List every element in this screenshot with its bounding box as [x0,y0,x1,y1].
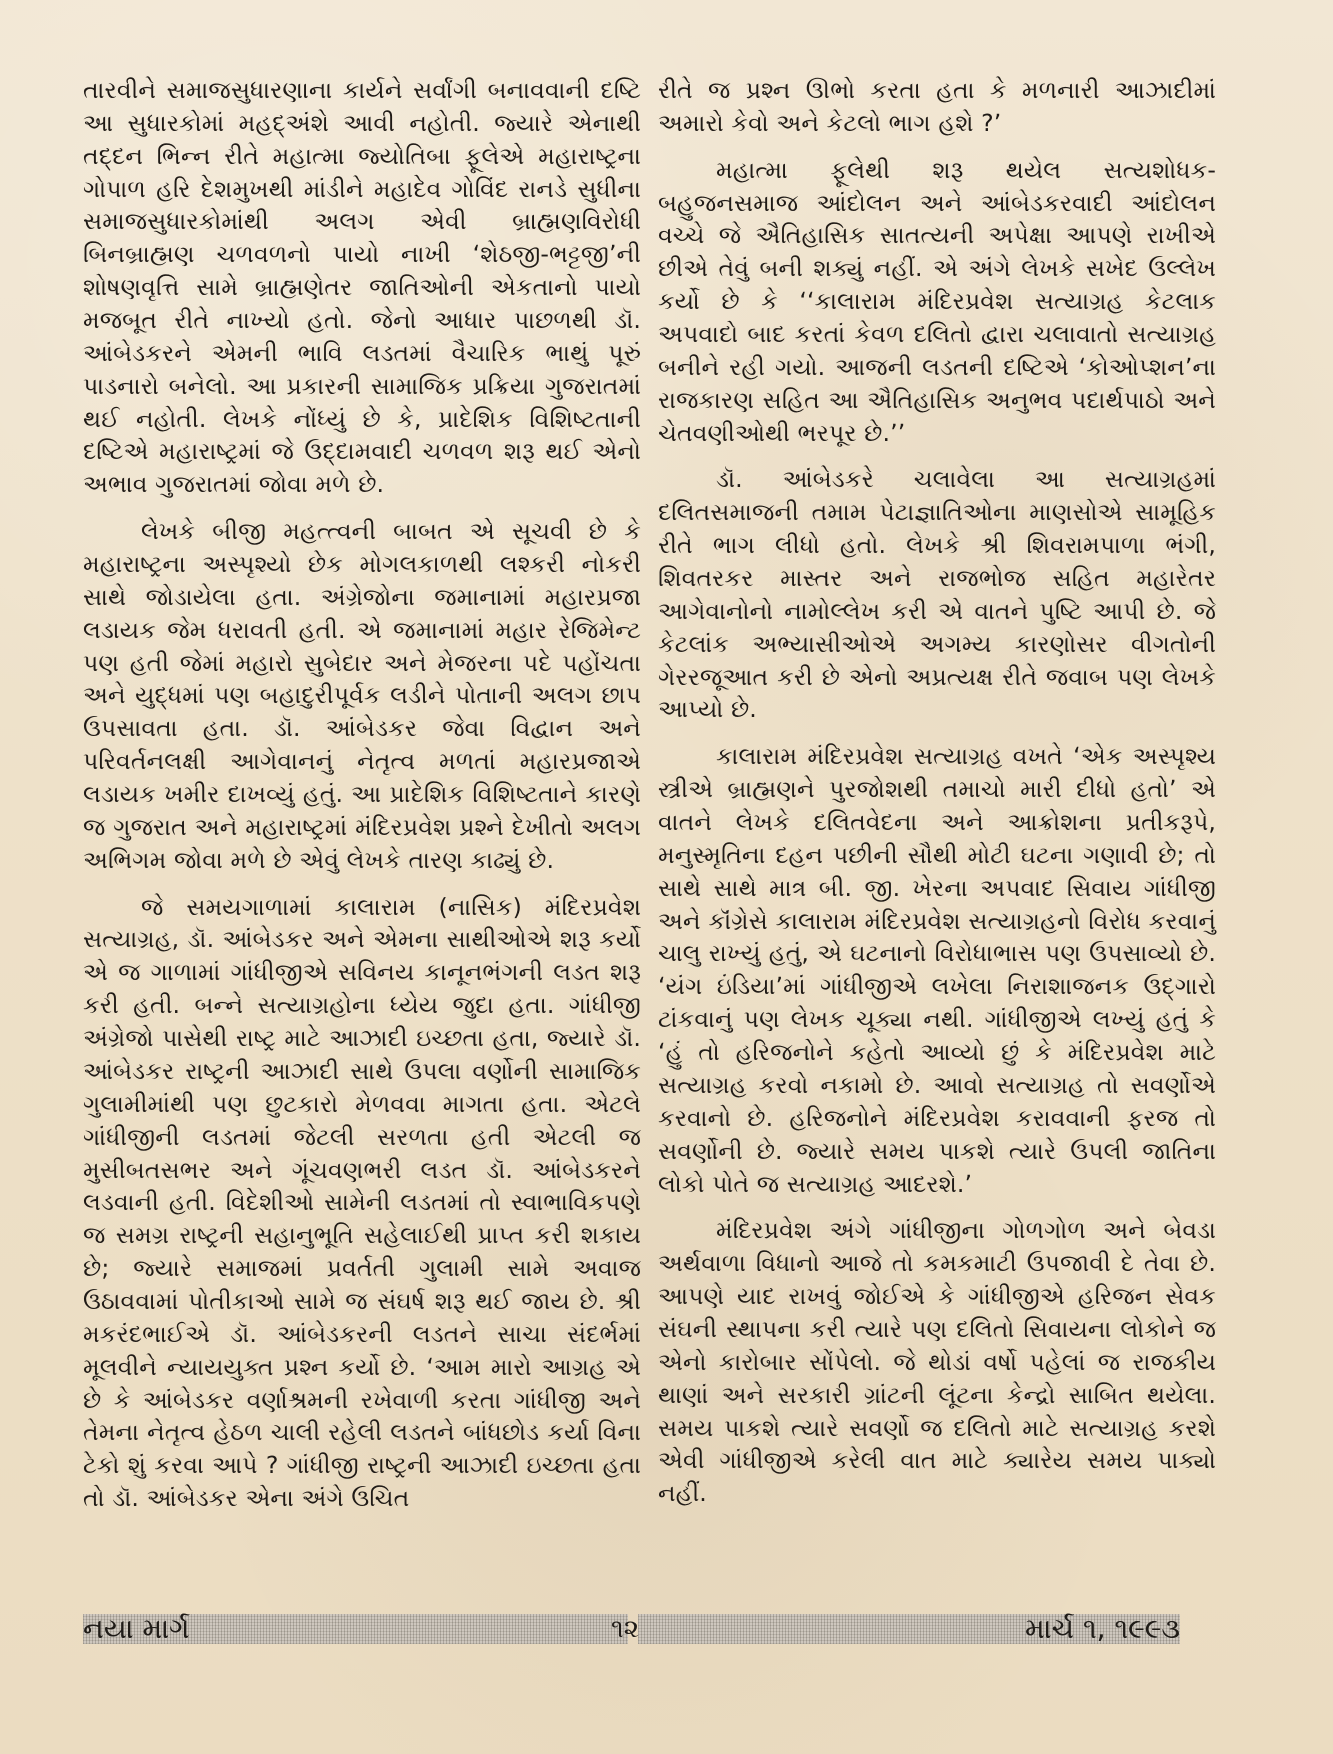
paragraph: તારવીને સમાજસુધારણાના કાર્યને સર્વાંગી બનાવવાની દષ્ટિ આ સુધારકોમાં મહદ્અંશે આવી નહોતી. જ્યારે એનાથી તદ્દન ભિન્ન રીતે મહાત્મા જ્યોતિબા ફૂલેએ મહારાષ્ટ્રના ગોપાળ હરિ દેશમુખથી માંડીને મહાદેવ ગોવિંદ રાનડે સુધીના સમાજસુધારકોમાંથી અલગ એવી બ્રાહ્મણવિરોધી બિનબ્રાહ્મણ ચળવળનો પાયો નાખી ‘શેઠજી-ભટ્ટજી’ની શોષણવૃત્તિ સામે બ્રાહ્મણેતર જાતિઓની એકતાનો પાયો મજબૂત રીતે નાખ્યો હતો. જેનો આધાર પાછળથી ડૉ. આંબેડકરને એમની ભાવિ લડતમાં વૈચારિક ભાથું પૂરું પાડનારો બનેલો. આ પ્રકારની સામાજિક પ્રક્રિયા ગુજરાતમાં થઈ નહોતી. લેખકે નોંધ્યું છે કે, પ્રાદેશિક વિશિષ્ટતાની દષ્ટિએ મહારાષ્ટ્રમાં જે ઉદ્દામવાદી ચળવળ શરૂ થઈ એનો અભાવ ગુજરાતમાં જોવા મળે છે. [83,76,641,499]
paragraph: રીતે જ પ્રશ્ન ઊભો કરતા હતા કે મળનારી આઝાદીમાં અમારો કેવો અને કેટલો ભાગ હશે ?’ [658,76,1216,137]
paragraph: જે સમયગાળામાં કાલારામ (નાસિક) મંદિરપ્રવેશ સત્યાગ્રહ, ડૉ. આંબેડકર અને એમના સાથીઓએ શરૂ કર્યો એ જ ગાળામાં ગાંધીજીએ સવિનય કાનૂનભંગની લડત શરૂ કરી હતી. બન્ને સત્યાગ્રહોના ધ્યેય જુદા હતા. ગાંધીજી અંગ્રેજો પાસેથી રાષ્ટ્ર માટે આઝાદી ઇચ્છતા હતા, જ્યારે ડૉ. આંબેડકર રાષ્ટ્રની આઝાદી સાથે ઉપલા વર્ણોની સામાજિક ગુલામીમાંથી પણ છુટકારો મેળવવા માગતા હતા. એટલે ગાંધીજીની લડતમાં જેટલી સરળતા હતી એટલી જ મુસીબતસભર અને ગૂંચવણભરી લડત ડૉ. આંબેડકરને લડવાની હતી. વિદેશીઓ સામેની લડતમાં તો સ્વાભાવિકપણે જ સમગ્ર રાષ્ટ્રની સહાનુભૂતિ સહેલાઈથી પ્રાપ્ત કરી શકાય છે; જ્યારે સમાજમાં પ્રવર્તતી ગુલામી સામે અવાજ ઉઠાવવામાં પોતીકાઓ સામે જ સંઘર્ષ શરૂ થઈ જાય છે. શ્રી મકરંદભાઈએ ડૉ. આંબેડકરની લડતને સાચા સંદર્ભમાં મૂલવીને ન્યાયયુક્ત પ્રશ્ન કર્યો છે. ‘આમ મારો આગ્રહ એ છે કે આંબેડકર વર્ણાશ્રમની રખેવાળી કરતા ગાંધીજી અને તેમના નેતૃત્વ હેઠળ ચાલી રહેલી લડતને બાંધછોડ કર્યા વિના ટેકો શું કરવા આપે ? ગાંધીજી રાષ્ટ્રની આઝાદી ઇચ્છતા હતા તો ડૉ. આંબેડકર એના અંગે ઉચિત [83,892,641,1513]
publication-name: નયા માર્ગ [83,1612,190,1645]
paragraph: મહાત્મા ફૂલેથી શરૂ થયેલ સત્યશોધક-બહુજનસમાજ આંદોલન અને આંબેડકરવાદી આંદોલન વચ્ચે જે ઐતિહાસિક સાતત્યની અપેક્ષા આપણે રાખીએ છીએ તેવું બની શક્યું નહીં. એ અંગે લેખકે સખેદ ઉલ્લેખ કર્યો છે કે ‘‘કાલારામ મંદિરપ્રવેશ સત્યાગ્રહ કેટલાક અપવાદો બાદ કરતાં કેવળ દલિતો દ્વારા ચલાવાતો સત્યાગ્રહ બનીને રહી ગયો. આજની લડતની દષ્ટિએ ‘કોઓપ્શન’ના રાજકારણ સહિત આ ઐતિહાસિક અનુભવ પદાર્થપાઠો અને ચેતવણીઓથી ભરપૂર છે.’’ [658,155,1216,447]
page-number: ૧૨ [611,1614,640,1644]
issue-date: માર્ચ ૧, ૧૯૯૩ [1025,1612,1180,1645]
paragraph: કાલારામ મંદિરપ્રવેશ સત્યાગ્રહ વખતે ‘એક અસ્પૃશ્ય સ્ત્રીએ બ્રાહ્મણને પુરજોશથી તમાચો મારી દીધો હતો’ એ વાતને લેખકે દલિતવેદના અને આક્રોશના પ્રતીકરૂપે, મનુસ્મૃતિના દહન પછીની સૌથી મોટી ઘટના ગણાવી છે; તો સાથે સાથે માત્ર બી. જી. ખેરના અપવાદ સિવાય ગાંધીજી અને કૉંગ્રેસે કાલારામ મંદિરપ્રવેશ સત્યાગ્રહનો વિરોધ કરવાનું ચાલુ રાખ્યું હતું, એ ઘટનાનો વિરોધાભાસ પણ ઉપસાવ્યો છે. ‘યંગ ઇંડિયા’માં ગાંધીજીએ લખેલા નિરાશાજનક ઉદ્ગારો ટાંકવાનું પણ લેખક ચૂક્યા નથી. ગાંધીજીએ લખ્યું હતું કે ‘હું તો હરિજનોને કહેતો આવ્યો છું કે મંદિરપ્રવેશ માટે સત્યાગ્રહ કરવો નકામો છે. આવો સત્યાગ્રહ તો સવર્ણોએ કરવાનો છે. હરિજનોને મંદિરપ્રવેશ કરાવવાની ફરજ તો સવર્ણોની છે. જ્યારે સમય પાકશે ત્યારે ઉપલી જાતિના લોકો પોતે જ સત્યાગ્રહ આદરશે.’ [658,742,1216,1198]
right-text-column [658,74,1216,1524]
left-text-column [83,74,641,1529]
paragraph: મંદિરપ્રવેશ અંગે ગાંધીજીના ગોળગોળ અને બેવડા અર્થવાળા વિધાનો આજે તો કમકમાટી ઉપજાવી દે તેવા છે. આપણે યાદ રાખવું જોઈએ કે ગાંધીજીએ હરિજન સેવક સંઘની સ્થાપના કરી ત્યારે પણ દલિતો સિવાયના લોકોને જ એનો કારોબાર સોંપેલો. જે થોડાં વર્ષો પહેલાં જ રાજકીય થાણાં અને સરકારી ગ્રાંટની લૂંટના કેન્દ્રો સાબિત થયેલા. સમય પાકશે ત્યારે સવર્ણો જ દલિતો માટે સત્યાગ્રહ કરશે એવી ગાંધીજીએ કરેલી વાત માટે ક્યારેય સમય પાક્યો નહીં. [658,1216,1216,1508]
paragraph: ડૉ. આંબેડકરે ચલાવેલા આ સત્યાગ્રહમાં દલિતસમાજની તમામ પેટાજ્ઞાતિઓના માણસોએ સામૂહિક રીતે ભાગ લીધો હતો. લેખકે શ્રી શિવરામપાળા ભંગી, શિવતરકર માસ્તર અને રાજભોજ સહિત મહારેતર આગેવાનોનો નામોલ્લેખ કરી એ વાતને પુષ્ટિ આપી છે. જે કેટલાંક અભ્યાસીઓએ અગમ્ય કારણોસર વીગતોની ગેરરજૂઆત કરી છે એનો અપ્રત્યક્ષ રીતે જવાબ પણ લેખકે આપ્યો છે. [658,465,1216,724]
paragraph: લેખકે બીજી મહત્ત્વની બાબત એ સૂચવી છે કે મહારાષ્ટ્રના અસ્પૃશ્યો છેક મોગલકાળથી લશ્કરી નોકરી સાથે જોડાયેલા હતા. અંગ્રેજોના જમાનામાં મહારપ્રજા લડાયક જેમ ધરાવતી હતી. એ જમાનામાં મહાર રેજિમેન્ટ પણ હતી જેમાં મહારો સુબેદાર અને મેજરના પદે પહોંચતા અને યુદ્ધમાં પણ બહાદુરીપૂર્વક લડીને પોતાની અલગ છાપ ઉપસાવતા હતા. ડૉ. આંબેડકર જેવા વિદ્વાન અને પરિવર્તનલક્ષી આગેવાનનું નેતૃત્વ મળતાં મહારપ્રજાએ લડાયક ખમીર દાખવ્યું હતું. આ પ્રાદેશિક વિશિષ્ટતાને કારણે જ ગુજરાત અને મહારાષ્ટ્રમાં મંદિરપ્રવેશ પ્રશ્ને દેખીતો અલગ અભિગમ જોવા મળે છે એવું લેખકે તારણ કાઢ્યું છે. [83,517,641,874]
page-footer [83,1610,1180,1656]
